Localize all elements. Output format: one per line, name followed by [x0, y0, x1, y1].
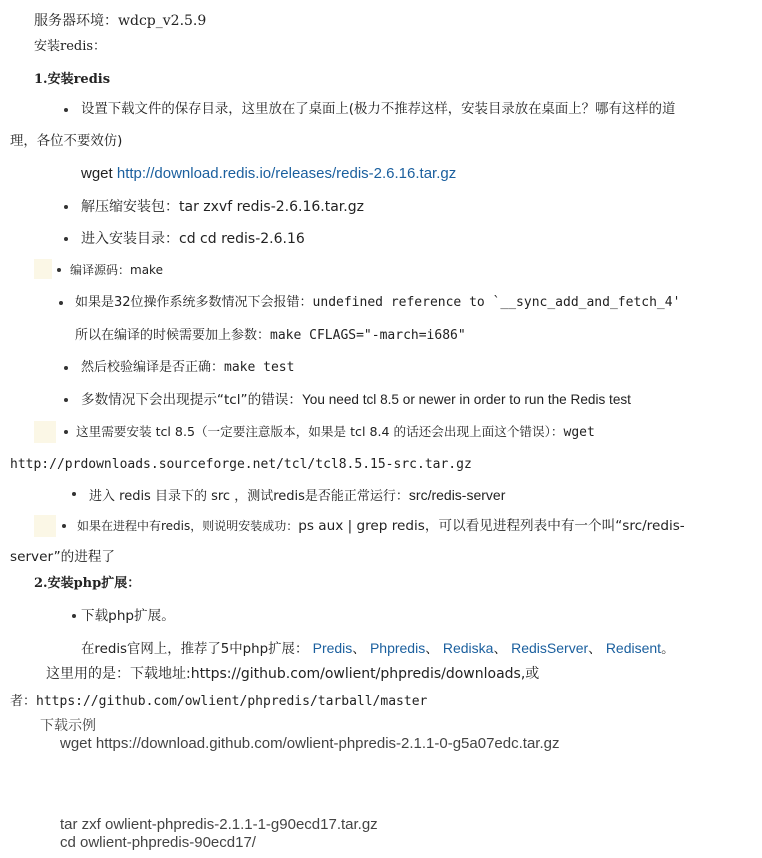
highlight-block [34, 515, 56, 537]
tcl-error-text: 多数情况下会出现提示“tcl”的错误： [81, 392, 302, 408]
section-1-title: 1.安装redis [34, 72, 111, 87]
bullet-dot [72, 614, 76, 618]
bullet-dot [64, 398, 68, 402]
cflags-code: make CFLAGS="-march=i686" [270, 328, 466, 343]
redisent-link[interactable]: Redisent [605, 640, 662, 656]
predis-link[interactable]: Predis [312, 640, 353, 656]
bullet-dot [57, 268, 61, 272]
example-wget-command: wget https://download.github.com/owlient-phpredis-2.1.1-0-g5a07edc.tar.gz [60, 735, 560, 752]
php-ext-recommend-text: 在redis官网上，推荐了5中php扩展： [81, 642, 309, 657]
highlight-block [34, 421, 56, 443]
tcl-download-url: http://prdownloads.sourceforge.net/tcl/tcl8.5.15-src.tar.gz [10, 457, 472, 472]
rediska-link[interactable]: Rediska [442, 640, 494, 656]
bullet-dot [64, 108, 68, 112]
separator: 、 [352, 642, 366, 657]
set-directory-text-cont: 理，各位不要效仿) [10, 134, 123, 149]
install-redis-label: 安装redis： [34, 39, 107, 54]
bullet-dot [59, 301, 63, 305]
bullet-dot [62, 524, 66, 528]
wget-prefix: wget [81, 165, 117, 182]
download-address-cont [10, 692, 427, 712]
redisserver-link[interactable]: RedisServer [511, 640, 589, 656]
phpredis-link[interactable]: Phpredis [369, 640, 426, 656]
install-success-text: 如果在进程中有redis，则说明安装成功： [77, 519, 299, 533]
bullet-dot [64, 366, 68, 370]
error-32bit-code: undefined reference to `__sync_add_and_fetch_4' [312, 295, 681, 310]
make-test-line [81, 358, 294, 378]
cflags-text: 所以在编译的时候需要加上参数： [75, 328, 271, 343]
install-success-cont: server”的进程了 [10, 549, 116, 565]
server-env-line: 服务器环境：wdcp_v2.5.9 [34, 13, 207, 29]
make-test-text: 然后校验编译是否正确： [81, 360, 225, 375]
error-32bit-text: 如果是32位操作系统多数情况下会报错： [75, 295, 313, 310]
tcl-install-text: 这里需要安装 tcl 8.5（一定要注意版本，如果是 tcl 8.4 的话还会出现上面这个错误）： [76, 424, 564, 439]
redis-download-link[interactable]: http://download.redis.io/releases/redis-2.6.16.tar.gz [116, 165, 457, 182]
cflags-line [75, 326, 466, 346]
section-2-title: 2.安装php扩展： [34, 576, 141, 591]
period: 。 [661, 642, 675, 657]
bullet-dot [64, 237, 68, 241]
highlight-block [34, 259, 52, 279]
install-success-line [77, 516, 685, 536]
bullet-dot [64, 430, 68, 434]
tcl-install-line [76, 422, 595, 443]
example-tar-command: tar zxf owlient-phpredis-2.1.1-1-g90ecd17.tar.gz [60, 816, 378, 833]
download-php-ext: 下载php扩展。 [81, 608, 175, 624]
separator: 、 [588, 642, 602, 657]
run-test-command: src/redis-server [408, 487, 506, 503]
extract-step: 解压缩安装包：tar zxvf redis-2.6.16.tar.gz [81, 199, 364, 215]
tcl-error-message: You need tcl 8.5 or newer in order to run the Redis test [301, 392, 631, 407]
download-address-line: 这里用的是：下载地址:https://github.com/owlient/phpredis/downloads,或 [46, 666, 540, 682]
tcl-install-code: wget [563, 425, 595, 440]
separator: 、 [493, 642, 507, 657]
make-test-code: make test [224, 360, 295, 375]
install-success-command: ps aux | grep redis，可以看见进程列表中有一个叫“src/redis- [298, 518, 685, 534]
cropped-top-fragment [34, 0, 38, 8]
enter-directory-step: 进入安装目录：cd cd redis-2.6.16 [81, 231, 305, 247]
download-example-label: 下载示例 [40, 718, 96, 734]
wget-command-line [81, 164, 456, 184]
bullet-dot [72, 492, 76, 496]
separator: 、 [425, 642, 439, 657]
download-address-prefix: 者： [10, 694, 37, 709]
tarball-url: https://github.com/owlient/phpredis/tarball/master [36, 694, 428, 709]
set-directory-text: 设置下载文件的保存目录，这里放在了桌面上(极力不推荐这样，安装目录放在桌面上？哪有这样的道 [81, 102, 676, 117]
bullet-dot [64, 205, 68, 209]
compile-step: 编译源码：make [70, 263, 163, 277]
example-cd-command: cd owlient-phpredis-90ecd17/ [60, 834, 256, 851]
php-ext-recommend-line [81, 638, 674, 660]
error-32bit-line [75, 293, 680, 313]
tcl-error-line [81, 390, 631, 410]
run-test-text: 进入 redis 目录下的 src ，测试redis是否能正常运行： [89, 489, 409, 504]
run-test-line [89, 485, 505, 507]
